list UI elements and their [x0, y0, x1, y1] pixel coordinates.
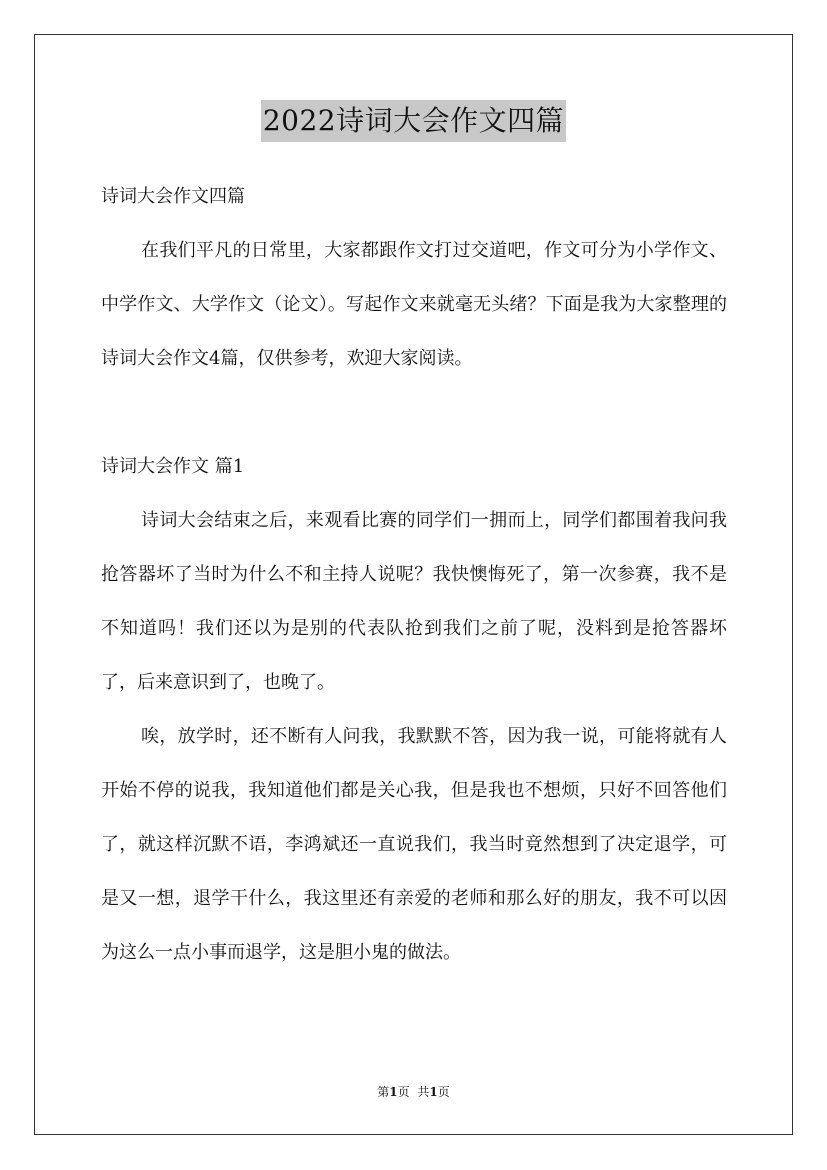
- intro-paragraph: 在我们平凡的日常里，大家都跟作文打过交道吧，作文可分为小学作文、中学作文、大学作文（论文）。写起作文来就毫无头绪？下面是我为大家整理的诗词大会作文4篇，仅供参考，欢迎大家阅读。: [101, 240, 727, 369]
- title-container: [0, 100, 827, 142]
- footer-total-number: 1: [429, 1085, 438, 1099]
- document-subtitle: 诗词大会作文四篇: [101, 186, 245, 207]
- footer-total-prefix: 共: [417, 1085, 430, 1099]
- section-spacer: [101, 386, 727, 440]
- footer-page-suffix: 页: [397, 1085, 410, 1099]
- document-body: [101, 170, 727, 980]
- page-footer: [0, 1083, 827, 1101]
- document-title: 2022诗词大会作文四篇: [261, 100, 566, 142]
- footer-page-prefix: 第: [377, 1085, 390, 1099]
- footer-total-suffix: 页: [437, 1085, 450, 1099]
- body-paragraph: 诗词大会结束之后，来观看比赛的同学们一拥而上，同学们都围着我问我抢答器坏了当时为什么不和主持人说呢？我快懊悔死了，第一次参赛，我不是不知道吗！我们还以为是别的代表队抢到我们之前了呢，没料到是抢答器坏了，后来意识到了，也晚了。: [101, 510, 727, 693]
- footer-page-number: 1: [389, 1085, 398, 1099]
- body-paragraph: 唉，放学时，还不断有人问我，我默默不答，因为我一说，可能将就有人开始不停的说我，我知道他们都是关心我，但是我也不想烦，只好不回答他们了，就这样沉默不语，李鸿斌还一直说我们，我当时竟然想到了决定退学，可是又一想，退学干什么，我这里还有亲爱的老师和那么好的朋友，我不可以因为这么一点小事而退学，这是胆小鬼的做法。: [101, 726, 727, 963]
- section-heading: 诗词大会作文 篇1: [101, 456, 245, 477]
